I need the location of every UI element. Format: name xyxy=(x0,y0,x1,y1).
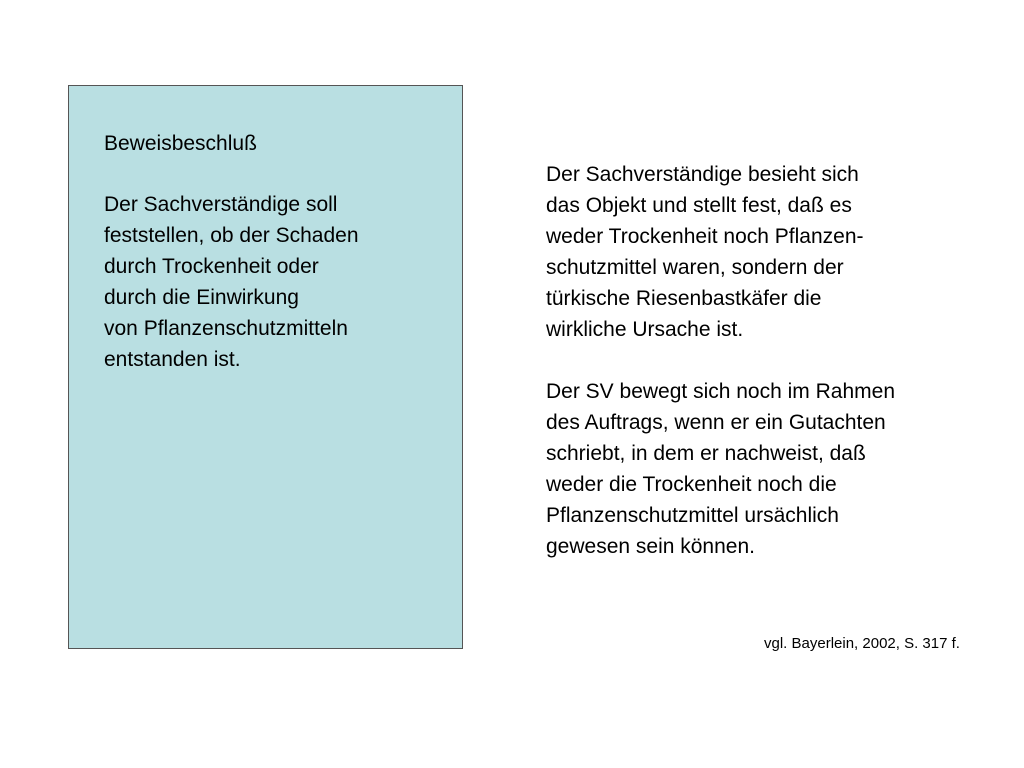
evidence-order-line: entstanden ist. xyxy=(104,348,241,371)
evidence-order-line: von Pflanzenschutzmitteln xyxy=(104,317,348,340)
evidence-order-title: Beweisbeschluß xyxy=(104,132,257,155)
citation: vgl. Bayerlein, 2002, S. 317 f. xyxy=(764,635,960,652)
findings-line: türkische Riesenbastkäfer die xyxy=(546,287,822,310)
findings-line: Der Sachverständige besieht sich xyxy=(546,163,859,186)
evidence-order-line: durch Trockenheit oder xyxy=(104,255,319,278)
evidence-order-box xyxy=(68,85,463,649)
findings-line: wirkliche Ursache ist. xyxy=(546,318,744,341)
findings-line: des Auftrags, wenn er ein Gutachten xyxy=(546,411,886,434)
expert-findings-text xyxy=(546,159,895,562)
evidence-order-line: feststellen, ob der Schaden xyxy=(104,224,359,247)
findings-line: Der SV bewegt sich noch im Rahmen xyxy=(546,380,895,403)
findings-line: weder die Trockenheit noch die xyxy=(546,473,837,496)
findings-line: das Objekt und stellt fest, daß es xyxy=(546,194,852,217)
findings-line: gewesen sein können. xyxy=(546,535,755,558)
evidence-order-line: Der Sachverständige soll xyxy=(104,193,338,216)
findings-line: schutzmittel waren, sondern der xyxy=(546,256,844,279)
evidence-order-body xyxy=(104,189,359,375)
findings-line: weder Trockenheit noch Pflanzen- xyxy=(546,225,864,248)
findings-paragraph-1 xyxy=(546,159,895,345)
findings-line: schriebt, in dem er nachweist, daß xyxy=(546,442,866,465)
evidence-order-line: durch die Einwirkung xyxy=(104,286,299,309)
findings-paragraph-2 xyxy=(546,376,895,562)
findings-line: Pflanzenschutzmittel ursächlich xyxy=(546,504,839,527)
